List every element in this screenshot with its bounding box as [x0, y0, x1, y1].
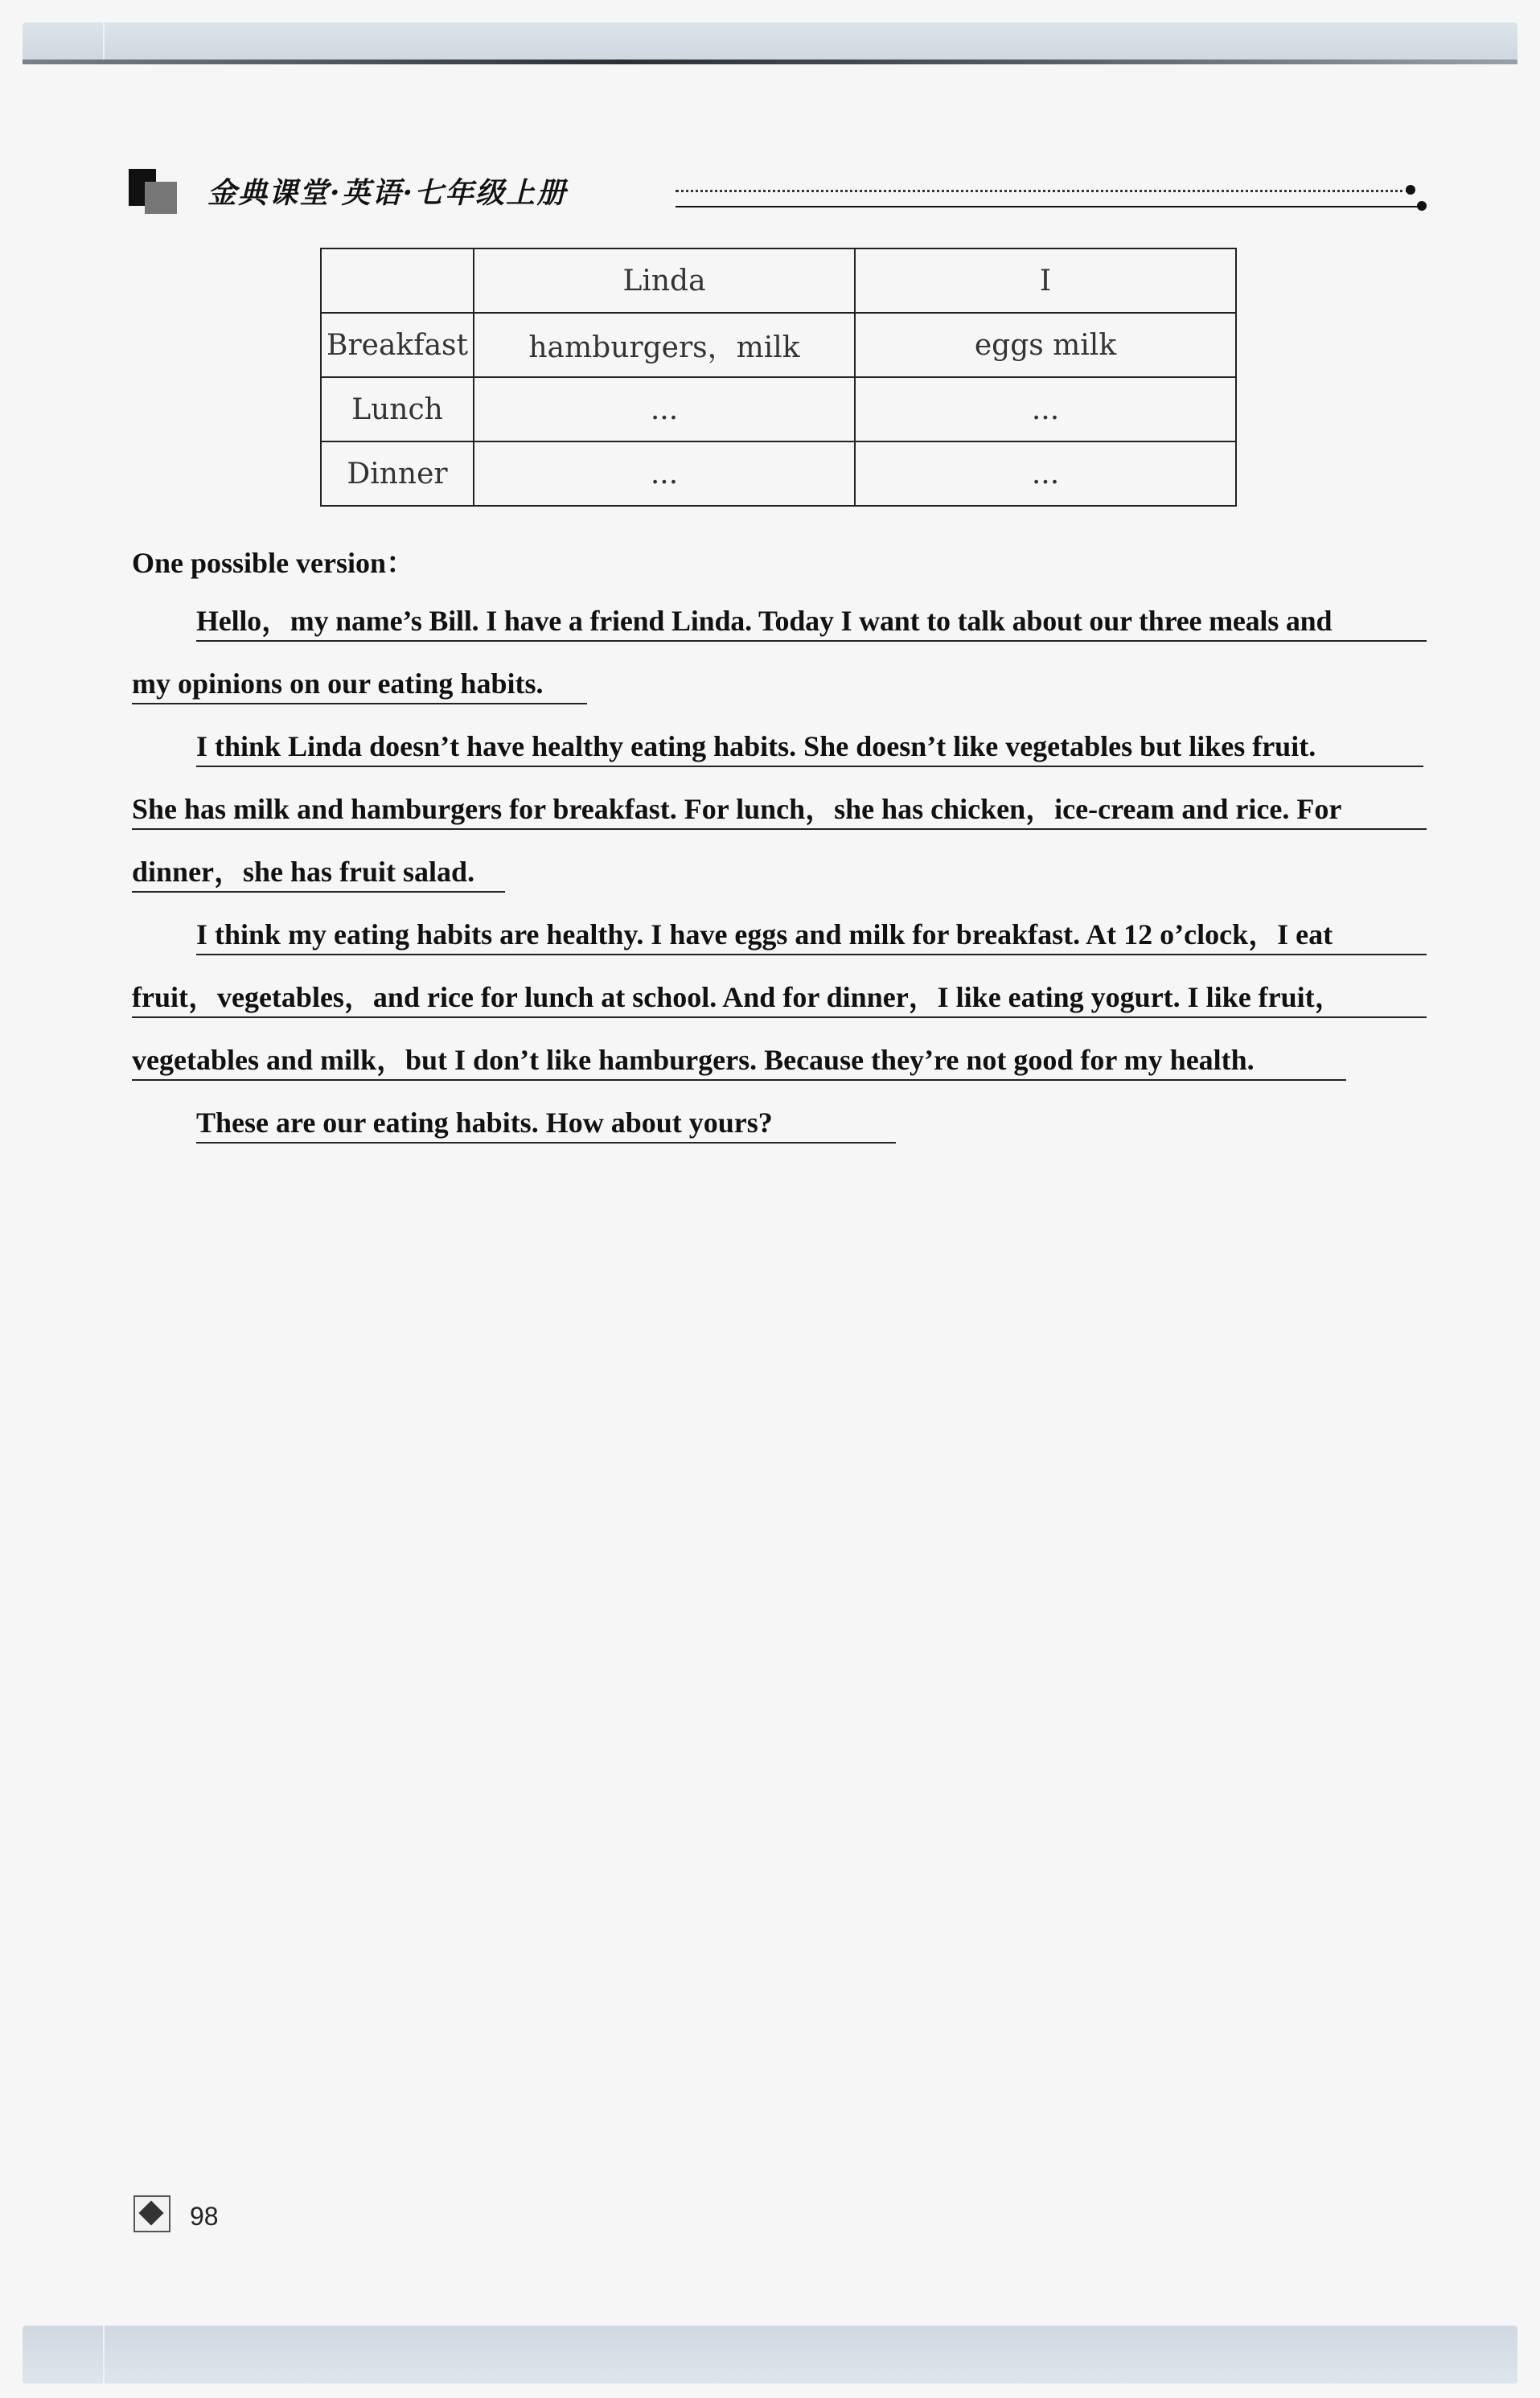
table-cell: eggs milk: [855, 313, 1236, 377]
table-cell: ...: [474, 441, 855, 506]
essay-line: She has milk and hamburgers for breakfast. For lunch，she has chicken，ice-cream and rice. For: [132, 793, 1342, 825]
table-cell: Dinner: [321, 441, 474, 506]
essay-line: my opinions on our eating habits.: [132, 667, 544, 700]
essay-line: fruit，vegetables，and rice for lunch at school. And for dinner，I like eating yogurt. I like fruit，: [132, 981, 1344, 1013]
essay-line: dinner，she has fruit salad.: [132, 856, 475, 888]
table-cell: Lunch: [321, 377, 474, 441]
table-row: [321, 377, 1236, 441]
table-header-cell: [321, 248, 474, 313]
table-header-cell: Linda: [474, 248, 855, 313]
page-marker-icon: [133, 2195, 170, 2232]
table-row: [321, 441, 1236, 506]
essay-line: Hello，my name’s Bill. I have a friend Linda. Today I want to talk about our three meals and: [196, 605, 1333, 637]
essay-heading: One possible version：: [132, 547, 416, 579]
table-cell: hamburgers，milk: [474, 313, 855, 377]
table-cell: ...: [474, 377, 855, 441]
essay-line: These are our eating habits. How about yours?: [196, 1107, 773, 1139]
essay-line: vegetables and milk，but I don’t like hamburgers. Because they’re not good for my health.: [132, 1044, 1255, 1076]
table-cell: ...: [855, 441, 1236, 506]
meals-table: [320, 248, 1237, 507]
book-title: 金典课堂·英语·七年级上册: [207, 176, 568, 210]
scan-edge-top: [23, 23, 1517, 64]
table-cell: Breakfast: [321, 313, 474, 377]
table-cell: ...: [855, 377, 1236, 441]
essay-line: I think my eating habits are healthy. I have eggs and milk for breakfast. At 12 o’clock，I eat: [196, 918, 1333, 951]
page-number: 98: [190, 2202, 219, 2231]
scan-edge-bottom: [23, 2326, 1517, 2384]
table-header-row: [321, 248, 1236, 313]
running-header: [129, 169, 1431, 217]
header-rule: [676, 206, 1423, 207]
table-header-cell: I: [855, 248, 1236, 313]
table-row: [321, 313, 1236, 377]
essay-line: I think Linda doesn’t have healthy eating habits. She doesn’t like vegetables but likes fruit.: [196, 730, 1316, 762]
header-logo-mark: [129, 169, 179, 216]
header-dotted-rule: [676, 190, 1409, 192]
